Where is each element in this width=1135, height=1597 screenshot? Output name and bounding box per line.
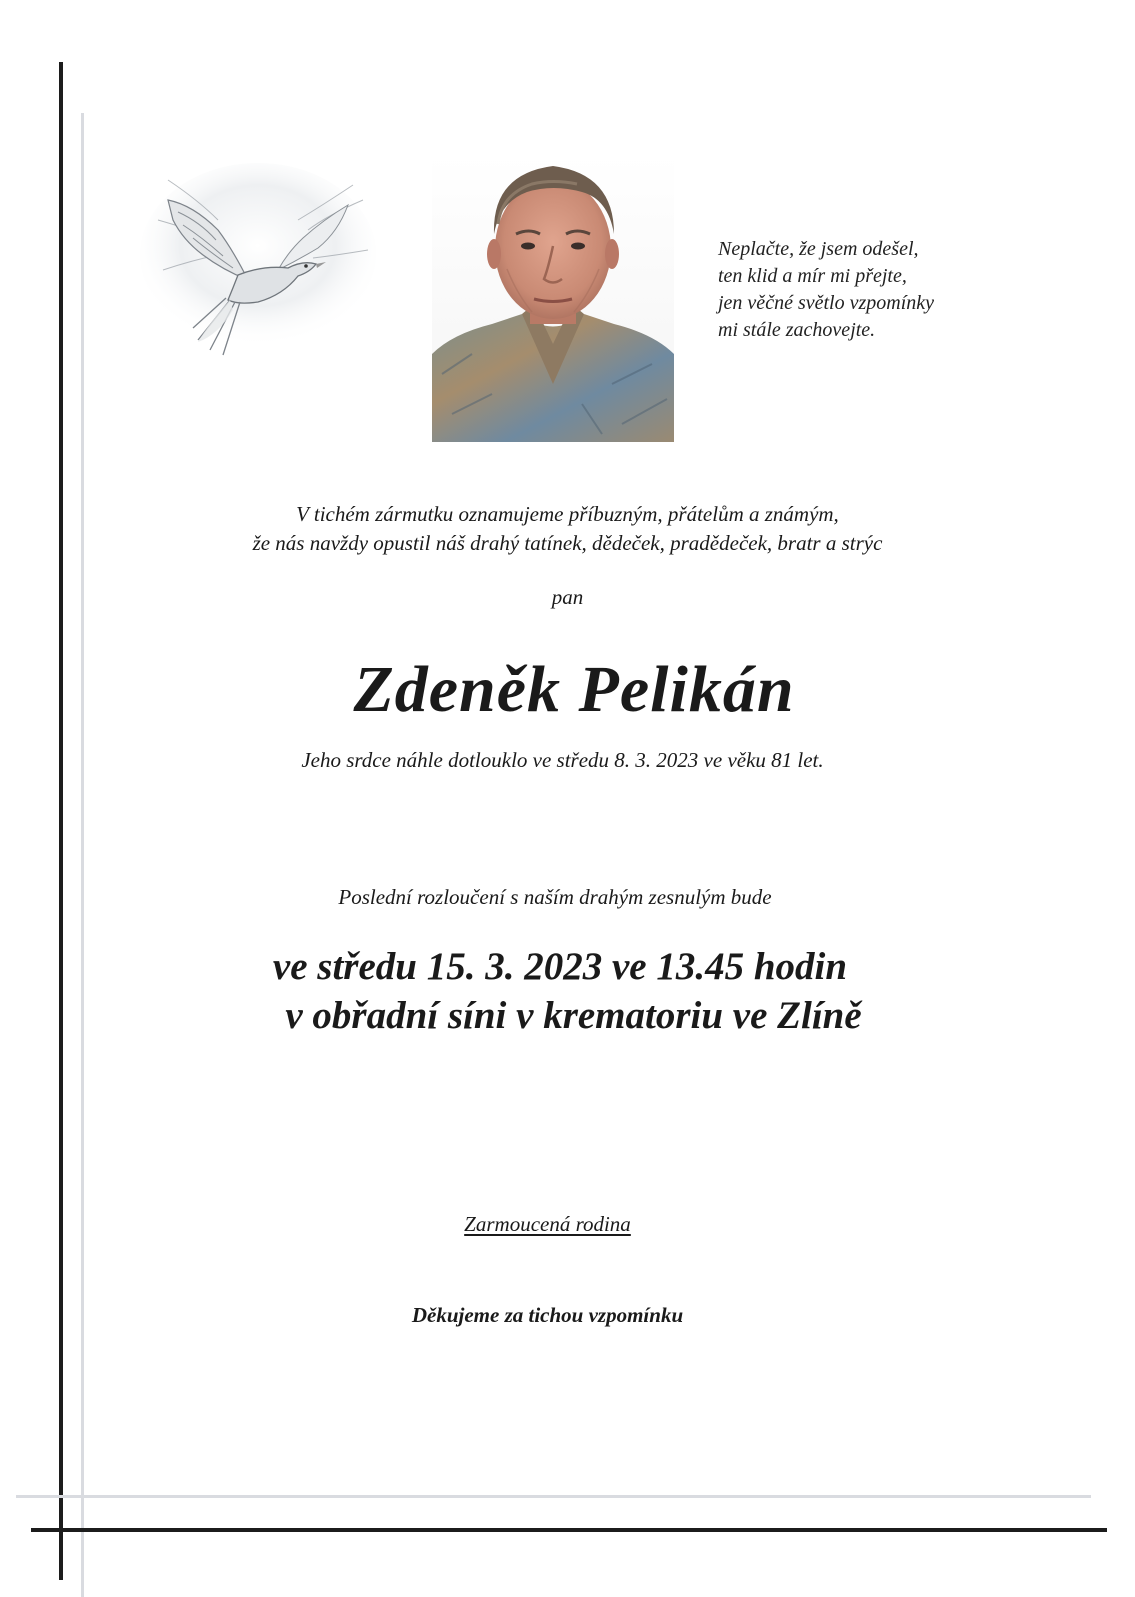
border-rule-vertical-light (81, 113, 84, 1597)
ceremony-date-time: ve středu 15. 3. 2023 ve 13.45 hodin (272, 945, 848, 988)
border-rule-horizontal-dark (31, 1528, 1107, 1532)
farewell-intro: Poslední rozloučení s naším drahým zesnulým bude (338, 885, 772, 909)
announcement-line: V tichém zármutku oznamujeme příbuzným, přátelům a známým, (296, 502, 839, 526)
ceremony-details (0, 942, 1135, 1040)
honorific: pan (551, 585, 584, 609)
signature-text: Zarmoucená rodina (464, 1212, 631, 1236)
portrait-photo (432, 154, 674, 442)
poem-line: mi stále zachovejte. (718, 319, 876, 341)
dove-icon (138, 160, 378, 370)
border-rule-horizontal-light (16, 1495, 1091, 1498)
poem-line: jen věčné světlo vzpomínky (718, 292, 935, 314)
ceremony-place: v obřadní síni v krematoriu ve Zlíně (285, 994, 862, 1037)
announcement-text (0, 500, 1135, 558)
poem-line: Neplačte, že jsem odešel, (718, 238, 919, 260)
signature (0, 1212, 1095, 1237)
border-rule-vertical-dark (59, 62, 63, 1580)
announcement-line: že nás navždy opustil náš drahý tatínek, dědeček, pradědeček, bratr a strýc (252, 531, 883, 555)
deceased-name: Zdeněk Pelikán (353, 653, 795, 726)
thanks-note: Děkujeme za tichou vzpomínku (411, 1303, 684, 1327)
memorial-poem (718, 236, 1018, 344)
death-notice: Jeho srdce náhle dotlouklo ve středu 8. 3. 2023 ve věku 81 let. (301, 748, 824, 772)
poem-line: ten klid a mír mi přejte, (718, 265, 907, 287)
